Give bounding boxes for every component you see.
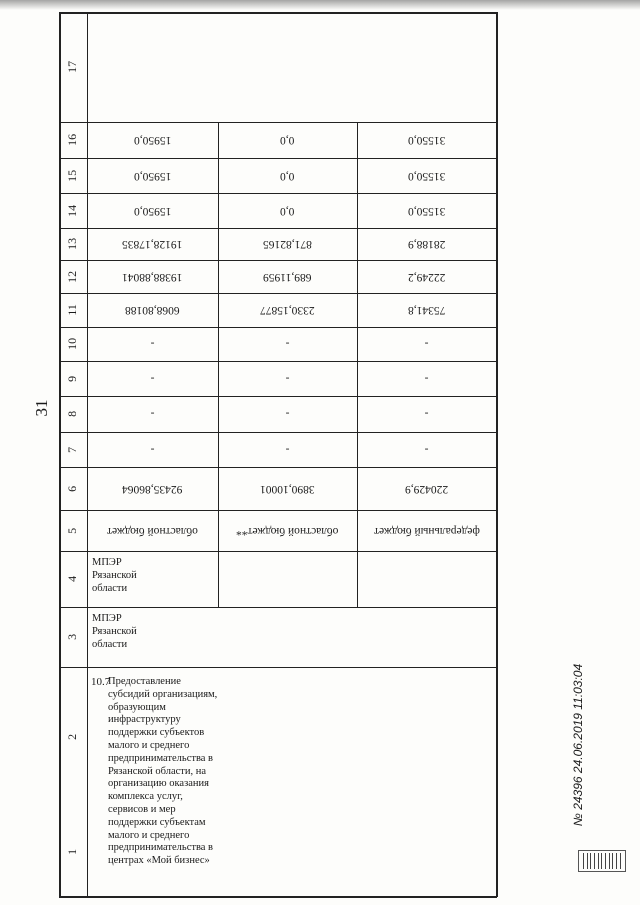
col-header-11: 11	[65, 304, 80, 316]
participant: МПЭР Рязанской области	[92, 557, 137, 595]
col-header-7: 7	[65, 446, 80, 453]
value-c14-0: 15950,0	[133, 205, 172, 218]
col-header-4: 4	[65, 575, 80, 582]
value-c14-2: 31550,0	[407, 205, 446, 218]
barcode-icon	[578, 850, 626, 872]
dash-c10-2: -	[424, 337, 429, 350]
value-c6-1: 3890,10001	[260, 483, 315, 496]
col-header-2: 2	[65, 733, 80, 740]
source-name-1: областной бюджет**	[236, 525, 339, 538]
col-header-12: 12	[65, 270, 80, 283]
dash-c8-0: -	[150, 407, 155, 420]
dash-c9-0: -	[150, 371, 155, 384]
col-header-6: 6	[65, 485, 80, 492]
dash-c10-0: -	[150, 337, 155, 350]
value-c15-1: 0,0	[280, 170, 295, 183]
dash-c7-0: -	[150, 442, 155, 455]
col-header-13: 13	[65, 237, 80, 250]
col-header-14: 14	[65, 204, 80, 217]
value-c6-2: 220429,9	[404, 483, 449, 496]
col-header-8: 8	[65, 410, 80, 417]
dash-c7-1: -	[285, 442, 290, 455]
col-header-17: 17	[65, 60, 80, 73]
dash-c10-1: -	[285, 337, 290, 350]
value-c12-1: 689,11959	[263, 271, 312, 284]
value-c13-2: 28188,9	[407, 238, 446, 251]
col-header-15: 15	[65, 169, 80, 182]
dash-c9-1: -	[285, 371, 290, 384]
registration-stamp: № 24396 24.06.2019 11:03:04	[571, 663, 585, 827]
value-c11-2: 75341,8	[407, 304, 446, 317]
value-c15-2: 31550,0	[407, 170, 446, 183]
source-name-0: областной бюджет	[107, 525, 198, 538]
value-c13-0: 19128,17835	[122, 238, 183, 251]
value-c11-0: 6068,80188	[125, 304, 180, 317]
value-c12-2: 22249,2	[407, 271, 446, 284]
row-description: Предоставление субсидий организациям, образующим инфраструктуру поддержки субъектов малого и среднего предпринимательства в Рязанской области, на организацию оказания комплекса услуг, сервисов и мер поддержки субъектам малого и среднего предпринимательства в центрах «Мой бизнес»	[108, 676, 218, 867]
col-header-1: 1	[65, 848, 80, 855]
dash-c9-2: -	[424, 371, 429, 384]
col-header-10: 10	[65, 337, 80, 350]
value-c15-0: 15950,0	[133, 170, 172, 183]
value-c6-0: 92435,86064	[122, 483, 183, 496]
col-header-16: 16	[65, 133, 80, 146]
col-header-5: 5	[65, 527, 80, 534]
value-c11-1: 2330,15877	[260, 304, 315, 317]
responsible-executor: МПЭР Рязанской области	[92, 613, 137, 651]
value-c16-2: 31550,0	[407, 134, 446, 147]
value-c14-1: 0,0	[280, 205, 295, 218]
value-c16-1: 0,0	[280, 134, 295, 147]
value-c16-0: 15950,0	[133, 134, 172, 147]
scan-shadow	[0, 0, 640, 10]
value-c12-0: 19388,88041	[122, 271, 183, 284]
source-name-2: федеральный бюджет	[373, 525, 480, 538]
dash-c7-2: -	[424, 442, 429, 455]
col-header-9: 9	[65, 375, 80, 382]
dash-c8-1: -	[285, 407, 290, 420]
col-header-3: 3	[65, 633, 80, 640]
row-index: 10.7	[91, 676, 111, 688]
dash-c8-2: -	[424, 407, 429, 420]
page-number: 31	[32, 399, 51, 417]
value-c13-1: 871,82165	[263, 238, 312, 251]
